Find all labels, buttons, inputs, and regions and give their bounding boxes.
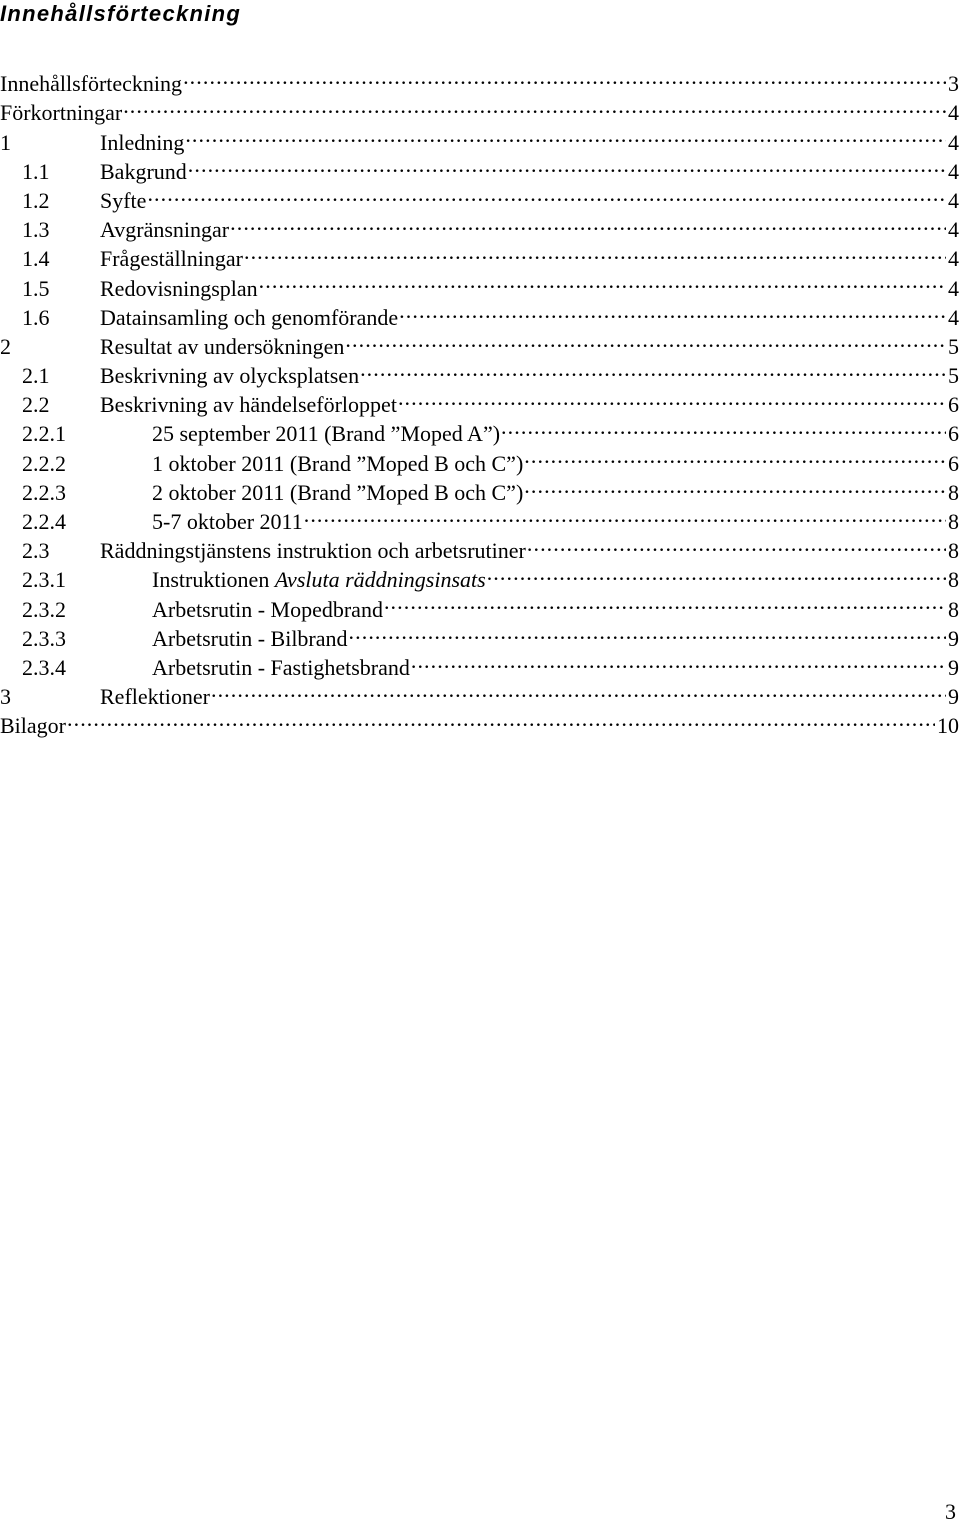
toc-entry-page: 4 xyxy=(948,100,959,126)
toc-leader-dots xyxy=(244,237,946,266)
toc-entry-title: 5-7 oktober 2011 xyxy=(152,509,303,534)
toc-entry-page: 3 xyxy=(948,71,959,97)
toc-entry-number: 2.2.1 xyxy=(22,421,66,447)
toc-entry-number: 2.1 xyxy=(22,363,50,389)
toc-entry[interactable] xyxy=(0,237,960,272)
toc-entry[interactable] xyxy=(0,617,960,651)
toc-entry-page: 5 xyxy=(948,363,959,389)
toc-entry[interactable] xyxy=(0,558,960,593)
toc-entry-page: 10 xyxy=(937,713,959,739)
toc-entry-page: 5 xyxy=(948,333,959,359)
toc-leader-dots xyxy=(384,587,946,616)
toc-entry-page: 4 xyxy=(948,275,959,301)
toc-entry-title: Datainsamling och genomförande xyxy=(100,304,399,330)
toc-entry-page: 4 xyxy=(948,129,959,155)
toc-leader-dots xyxy=(411,646,946,675)
toc-leader-dots xyxy=(259,266,946,295)
toc-heading: Innehållsförteckning xyxy=(0,1,242,26)
toc-entry-title-italic: Avsluta räddningsinsats xyxy=(274,567,486,593)
toc-entry-page: 4 xyxy=(948,217,959,243)
toc-entry-title: Inledning xyxy=(100,129,185,155)
toc-entry[interactable] xyxy=(0,646,960,680)
toc-entry[interactable] xyxy=(0,120,960,155)
toc-entry-title: Bilagor xyxy=(0,713,66,739)
toc-leader-dots xyxy=(398,383,946,412)
toc-entry-page: 6 xyxy=(948,392,959,418)
toc-entry[interactable] xyxy=(0,62,960,97)
table-of-contents xyxy=(0,62,960,739)
toc-entry[interactable] xyxy=(0,412,960,447)
toc-leader-dots xyxy=(147,179,946,208)
toc-entry-title: Resultat av undersökningen xyxy=(100,333,345,359)
toc-entry-number: 1.2 xyxy=(22,187,50,213)
toc-entry-title: Redovisningsplan xyxy=(100,275,258,301)
toc-entry-page: 4 xyxy=(948,158,959,184)
toc-entry-title: 2 oktober 2011 (Brand ”Moped B och C”) xyxy=(152,479,524,505)
toc-entry[interactable] xyxy=(0,354,960,389)
toc-leader-dots xyxy=(188,150,946,179)
toc-leader-dots xyxy=(399,296,946,325)
toc-leader-dots xyxy=(524,471,946,500)
toc-entry-number: 1 xyxy=(0,129,11,155)
toc-entry[interactable] xyxy=(0,91,960,126)
toc-entry-number: 2.3.1 xyxy=(22,567,66,593)
toc-entry-number: 2 xyxy=(0,333,11,359)
toc-entry-title: 1 oktober 2011 (Brand ”Moped B och C”) xyxy=(152,450,524,476)
toc-entry-title: Beskrivning av händelseförloppet xyxy=(100,392,397,418)
toc-entry-page: 8 xyxy=(948,596,959,622)
toc-leader-dots xyxy=(183,62,946,91)
toc-entry-number: 2.3.4 xyxy=(22,654,66,680)
page-number: 3 xyxy=(945,1499,956,1524)
toc-entry-number: 2.2.2 xyxy=(22,450,66,476)
toc-entry-title-prefix: Instruktionen xyxy=(152,567,275,593)
toc-entry-title: Syfte xyxy=(100,187,147,213)
toc-entry-title: Bakgrund xyxy=(100,158,187,184)
toc-entry[interactable] xyxy=(0,500,960,534)
toc-leader-dots xyxy=(67,704,935,733)
toc-entry[interactable] xyxy=(0,587,960,622)
toc-entry[interactable] xyxy=(0,296,960,330)
toc-entry-page: 6 xyxy=(948,450,959,476)
toc-entry-number: 1.5 xyxy=(22,275,50,301)
toc-entry-title: Förkortningar xyxy=(0,100,123,126)
toc-entry-number: 1.4 xyxy=(22,246,50,272)
toc-entry-number: 3 xyxy=(0,684,11,710)
toc-entry-page: 9 xyxy=(948,684,959,710)
toc-entry-page: 9 xyxy=(948,654,959,680)
toc-entry[interactable] xyxy=(0,383,960,418)
toc-entry-number: 2.2.4 xyxy=(22,509,66,534)
toc-entry[interactable] xyxy=(0,179,960,213)
toc-leader-dots xyxy=(345,325,946,354)
toc-leader-dots xyxy=(501,412,946,441)
toc-entry[interactable] xyxy=(0,704,960,739)
toc-entry-number: 1.1 xyxy=(22,158,50,184)
toc-entry-page: 4 xyxy=(948,246,959,272)
toc-leader-dots xyxy=(360,354,946,383)
toc-entry-page: 8 xyxy=(948,479,959,505)
toc-entry[interactable] xyxy=(0,529,960,564)
toc-entry[interactable] xyxy=(0,150,960,184)
toc-leader-dots xyxy=(123,91,946,120)
toc-entry[interactable] xyxy=(0,675,960,710)
toc-leader-dots xyxy=(211,675,946,704)
toc-entry-number: 2.2 xyxy=(22,392,50,418)
toc-entry-page: 6 xyxy=(948,421,959,447)
toc-entry-number: 1.3 xyxy=(22,217,50,243)
toc-entry-number: 2.3 xyxy=(22,538,50,564)
toc-entry-number: 2.2.3 xyxy=(22,479,66,505)
toc-entry-title: Arbetsrutin - Fastighetsbrand xyxy=(152,654,410,680)
toc-entry-title: Räddningstjänstens instruktion och arbetsrutiner xyxy=(100,538,526,564)
toc-entry-number: 2.3.2 xyxy=(22,596,66,622)
toc-entry-page: 4 xyxy=(948,304,959,330)
toc-entry-title: Beskrivning av olycksplatsen xyxy=(100,363,360,389)
toc-entry-title: Innehållsförteckning xyxy=(0,71,183,97)
toc-entry[interactable] xyxy=(0,325,960,359)
toc-entry[interactable] xyxy=(0,266,960,301)
toc-leader-dots xyxy=(185,120,946,149)
toc-entry-title: Arbetsrutin - Bilbrand xyxy=(152,625,348,651)
toc-leader-dots xyxy=(524,441,946,470)
toc-leader-dots xyxy=(349,617,946,646)
toc-entry-title: Arbetsrutin - Mopedbrand xyxy=(152,596,383,622)
toc-entry-title: 25 september 2011 (Brand ”Moped A”) xyxy=(152,421,501,447)
toc-entry[interactable] xyxy=(0,471,960,505)
toc-leader-dots xyxy=(527,529,946,558)
toc-entry-number: 2.3.3 xyxy=(22,625,66,651)
toc-entry-page: 9 xyxy=(948,625,959,651)
toc-entry-title: Frågeställningar xyxy=(100,246,243,272)
toc-entry-page: 8 xyxy=(948,538,959,564)
toc-entry-title: Reflektioner xyxy=(100,684,210,710)
toc-entry[interactable] xyxy=(0,441,960,476)
toc-entry-number: 1.6 xyxy=(22,304,50,330)
toc-entry-page: 8 xyxy=(948,567,959,593)
toc-entry-page: 8 xyxy=(948,509,959,534)
toc-leader-dots xyxy=(487,558,946,587)
toc-leader-dots xyxy=(304,500,946,529)
toc-entry-page: 4 xyxy=(948,187,959,213)
toc-entry-title: Avgränsningar xyxy=(100,217,230,243)
toc-leader-dots xyxy=(230,208,946,237)
toc-entry[interactable] xyxy=(0,208,960,243)
